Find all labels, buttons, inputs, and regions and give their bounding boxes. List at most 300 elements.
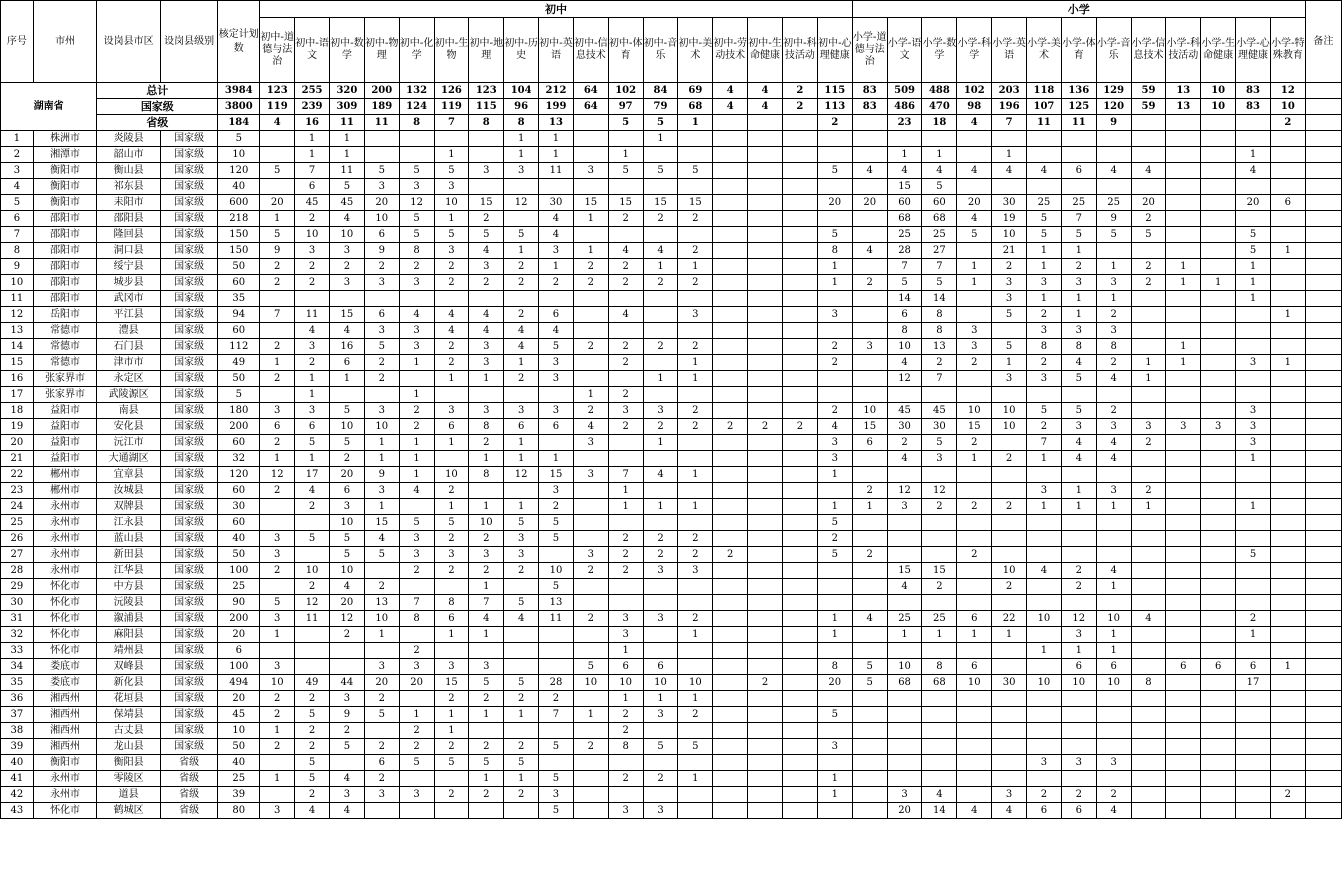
table-row	[1, 419, 1342, 435]
subject-count-cell	[852, 643, 887, 659]
subject-count-cell	[678, 803, 713, 819]
subject-count-cell: 1	[643, 499, 678, 515]
subject-count-cell	[1201, 675, 1236, 691]
subject-count-cell	[678, 131, 713, 147]
subject-count-cell: 2	[434, 275, 469, 291]
subject-count-cell: 4	[643, 243, 678, 259]
subject-count-cell	[748, 499, 783, 515]
subject-count-cell: 8	[817, 659, 852, 675]
subject-count-cell	[887, 467, 922, 483]
subject-count-cell: 5	[329, 547, 364, 563]
subject-count-cell	[992, 707, 1027, 723]
subject-count-cell: 12	[260, 467, 295, 483]
remark-cell	[1305, 147, 1341, 163]
summary-cell: 320	[329, 83, 364, 99]
subject-count-cell: 2	[922, 499, 957, 515]
subject-count-cell	[1270, 275, 1305, 291]
subject-count-cell	[1027, 707, 1062, 723]
subject-count-cell: 3	[1096, 755, 1131, 771]
subject-count-cell	[713, 803, 748, 819]
subject-count-cell	[1166, 227, 1201, 243]
subject-count-cell: 8	[399, 243, 434, 259]
subject-count-cell: 2	[643, 419, 678, 435]
subject-count-cell: 3	[1131, 419, 1166, 435]
subject-count-cell: 2	[1131, 435, 1166, 451]
subject-count-cell: 1	[295, 131, 330, 147]
subject-count-cell	[295, 659, 330, 675]
subject-count-cell: 28	[539, 675, 574, 691]
subject-count-cell	[782, 627, 817, 643]
subject-count-cell	[957, 147, 992, 163]
subject-count-cell: 3	[1201, 419, 1236, 435]
subject-count-cell	[1027, 147, 1062, 163]
row-number: 39	[1, 739, 34, 755]
subject-count-cell: 6	[1270, 195, 1305, 211]
subject-count-cell	[1201, 403, 1236, 419]
row-number: 29	[1, 579, 34, 595]
subject-count-cell: 1	[573, 707, 608, 723]
table-row	[1, 579, 1342, 595]
subject-count-cell: 4	[329, 803, 364, 819]
subject-count-cell	[713, 755, 748, 771]
subject-count-cell: 3	[329, 243, 364, 259]
remark-cell	[1305, 339, 1341, 355]
subject-count-cell	[643, 323, 678, 339]
subject-count-cell	[782, 403, 817, 419]
subject-count-cell	[748, 467, 783, 483]
subject-count-cell: 15	[887, 563, 922, 579]
subject-count-cell	[1270, 179, 1305, 195]
subject-count-cell: 20	[364, 195, 399, 211]
subject-count-cell: 3	[434, 403, 469, 419]
subject-count-cell	[1096, 739, 1131, 755]
subject-count-cell: 15	[573, 195, 608, 211]
subject-count-cell: 45	[295, 195, 330, 211]
subject-count-cell: 3	[504, 163, 539, 179]
subject-count-cell	[1166, 515, 1201, 531]
subject-count-cell: 68	[887, 211, 922, 227]
row-county: 麻阳县	[97, 627, 161, 643]
subject-count-cell: 5	[1061, 403, 1096, 419]
subject-count-cell	[992, 659, 1027, 675]
summary-cell: 2	[782, 99, 817, 115]
subject-count-cell	[1061, 515, 1096, 531]
subject-count-cell	[957, 291, 992, 307]
subject-count-cell	[713, 147, 748, 163]
subject-count-cell	[1166, 147, 1201, 163]
remark-cell	[1305, 355, 1341, 371]
subject-count-cell	[1166, 387, 1201, 403]
subject-count-cell: 1	[469, 451, 504, 467]
subject-count-cell: 2	[957, 435, 992, 451]
subject-count-cell: 17	[1236, 675, 1271, 691]
subject-count-cell	[852, 579, 887, 595]
subject-count-cell: 1	[1166, 355, 1201, 371]
row-quota: 40	[218, 531, 260, 547]
summary-cell	[713, 115, 748, 131]
subject-count-cell	[1236, 643, 1271, 659]
subject-count-cell	[713, 339, 748, 355]
subject-count-cell	[608, 323, 643, 339]
row-level: 国家级	[160, 451, 217, 467]
row-city: 张家界市	[33, 371, 97, 387]
row-county: 蓝山县	[97, 531, 161, 547]
subject-count-cell: 3	[608, 403, 643, 419]
subject-count-cell	[713, 355, 748, 371]
subject-count-cell	[748, 595, 783, 611]
summary-cell: 69	[678, 83, 713, 99]
subject-count-cell: 6	[364, 227, 399, 243]
summary-cell	[1236, 115, 1271, 131]
subject-count-cell: 1	[608, 643, 643, 659]
remark-cell	[1305, 643, 1341, 659]
subject-count-cell: 2	[678, 243, 713, 259]
row-quota: 90	[218, 595, 260, 611]
row-county: 衡阳县	[97, 755, 161, 771]
row-city: 怀化市	[33, 579, 97, 595]
subject-count-cell	[713, 467, 748, 483]
subject-count-cell: 4	[329, 579, 364, 595]
subject-count-cell	[1270, 163, 1305, 179]
subject-count-cell	[852, 627, 887, 643]
subject-count-cell: 1	[1027, 643, 1062, 659]
row-level: 国家级	[160, 515, 217, 531]
subject-count-cell	[887, 547, 922, 563]
summary-cell: 11	[364, 115, 399, 131]
subject-count-cell	[957, 755, 992, 771]
header-primary-subject: 小学-数学	[922, 18, 957, 83]
subject-count-cell: 1	[399, 355, 434, 371]
row-county: 江永县	[97, 515, 161, 531]
subject-count-cell	[678, 595, 713, 611]
subject-count-cell	[504, 659, 539, 675]
subject-count-cell: 4	[399, 307, 434, 323]
row-city: 邵阳市	[33, 259, 97, 275]
table-row	[1, 739, 1342, 755]
subject-count-cell	[1166, 163, 1201, 179]
subject-count-cell: 3	[434, 659, 469, 675]
subject-count-cell: 2	[852, 275, 887, 291]
subject-count-cell	[1096, 531, 1131, 547]
summary-cell: 8	[399, 115, 434, 131]
row-quota: 20	[218, 691, 260, 707]
subject-count-cell	[1270, 547, 1305, 563]
subject-count-cell	[1236, 723, 1271, 739]
row-number: 14	[1, 339, 34, 355]
subject-count-cell: 2	[504, 691, 539, 707]
subject-count-cell: 2	[469, 275, 504, 291]
subject-count-cell: 5	[643, 163, 678, 179]
subject-count-cell: 2	[608, 707, 643, 723]
subject-count-cell	[1270, 611, 1305, 627]
remark-cell	[1305, 467, 1341, 483]
subject-count-cell: 68	[922, 675, 957, 691]
subject-count-cell	[748, 131, 783, 147]
subject-count-cell	[748, 243, 783, 259]
subject-count-cell: 5	[539, 531, 574, 547]
subject-count-cell: 3	[573, 163, 608, 179]
subject-count-cell: 2	[260, 739, 295, 755]
subject-count-cell: 2	[260, 483, 295, 499]
subject-count-cell	[782, 195, 817, 211]
subject-count-cell	[608, 787, 643, 803]
subject-count-cell	[1236, 531, 1271, 547]
subject-count-cell: 2	[469, 563, 504, 579]
subject-count-cell	[992, 531, 1027, 547]
table-row	[1, 515, 1342, 531]
subject-count-cell	[782, 259, 817, 275]
subject-count-cell	[817, 147, 852, 163]
subject-count-cell: 11	[539, 611, 574, 627]
subject-count-cell: 8	[817, 243, 852, 259]
row-number: 1	[1, 131, 34, 147]
subject-count-cell	[748, 307, 783, 323]
subject-count-cell: 7	[887, 259, 922, 275]
subject-count-cell: 8	[399, 611, 434, 627]
subject-count-cell: 2	[329, 627, 364, 643]
subject-count-cell: 11	[295, 307, 330, 323]
subject-count-cell	[1027, 579, 1062, 595]
subject-count-cell: 5	[504, 675, 539, 691]
subject-count-cell: 5	[1061, 227, 1096, 243]
subject-count-cell: 2	[678, 547, 713, 563]
subject-count-cell	[817, 723, 852, 739]
subject-count-cell: 5	[678, 739, 713, 755]
subject-count-cell	[1166, 483, 1201, 499]
subject-count-cell	[748, 643, 783, 659]
row-quota: 200	[218, 419, 260, 435]
subject-count-cell: 3	[678, 563, 713, 579]
subject-count-cell	[713, 243, 748, 259]
subject-count-cell: 10	[329, 419, 364, 435]
subject-count-cell: 1	[1096, 579, 1131, 595]
row-quota: 494	[218, 675, 260, 691]
subject-count-cell: 3	[399, 531, 434, 547]
subject-count-cell: 12	[329, 611, 364, 627]
subject-count-cell: 4	[539, 227, 574, 243]
subject-count-cell	[992, 483, 1027, 499]
subject-count-cell: 3	[434, 547, 469, 563]
subject-count-cell: 2	[817, 355, 852, 371]
subject-count-cell	[1201, 339, 1236, 355]
row-city: 娄底市	[33, 675, 97, 691]
row-county: 平江县	[97, 307, 161, 323]
subject-count-cell: 10	[329, 227, 364, 243]
row-city: 株洲市	[33, 131, 97, 147]
subject-count-cell: 2	[608, 387, 643, 403]
subject-count-cell: 2	[364, 259, 399, 275]
subject-count-cell: 8	[1131, 675, 1166, 691]
row-number: 6	[1, 211, 34, 227]
subject-count-cell	[957, 643, 992, 659]
subject-count-cell	[782, 707, 817, 723]
subject-count-cell: 5	[295, 531, 330, 547]
subject-count-cell: 10	[992, 227, 1027, 243]
summary-cell: 113	[817, 99, 852, 115]
subject-count-cell: 2	[1096, 403, 1131, 419]
row-county: 韶山市	[97, 147, 161, 163]
subject-count-cell	[1270, 403, 1305, 419]
remark-cell	[1305, 243, 1341, 259]
province-label: 湖南省	[1, 83, 97, 131]
subject-count-cell	[748, 195, 783, 211]
subject-count-cell: 1	[1096, 643, 1131, 659]
row-quota: 40	[218, 179, 260, 195]
subject-count-cell	[678, 483, 713, 499]
subject-count-cell: 3	[922, 451, 957, 467]
subject-count-cell	[748, 291, 783, 307]
subject-count-cell	[678, 515, 713, 531]
subject-count-cell: 3	[539, 483, 574, 499]
subject-count-cell	[817, 387, 852, 403]
subject-count-cell: 5	[399, 755, 434, 771]
subject-count-cell	[748, 323, 783, 339]
subject-count-cell	[1236, 307, 1271, 323]
summary-cell: 83	[852, 99, 887, 115]
subject-count-cell	[573, 291, 608, 307]
subject-count-cell: 10	[1061, 675, 1096, 691]
subject-count-cell: 45	[922, 403, 957, 419]
subject-count-cell: 8	[922, 659, 957, 675]
subject-count-cell	[608, 179, 643, 195]
summary-cell: 199	[539, 99, 574, 115]
subject-count-cell	[1027, 723, 1062, 739]
subject-count-cell	[573, 307, 608, 323]
subject-count-cell: 1	[817, 771, 852, 787]
row-number: 3	[1, 163, 34, 179]
subject-count-cell: 5	[852, 659, 887, 675]
subject-count-cell	[1201, 707, 1236, 723]
subject-count-cell	[573, 499, 608, 515]
subject-count-cell	[782, 659, 817, 675]
table-row	[1, 179, 1342, 195]
subject-count-cell	[852, 691, 887, 707]
subject-count-cell	[922, 723, 957, 739]
subject-count-cell: 10	[573, 675, 608, 691]
subject-count-cell: 4	[887, 163, 922, 179]
subject-count-cell: 2	[329, 723, 364, 739]
subject-count-cell: 20	[1236, 195, 1271, 211]
subject-count-cell	[782, 643, 817, 659]
subject-count-cell: 1	[1166, 259, 1201, 275]
subject-count-cell: 3	[992, 371, 1027, 387]
subject-count-cell	[608, 579, 643, 595]
subject-count-cell	[713, 531, 748, 547]
subject-count-cell: 2	[295, 579, 330, 595]
subject-count-cell: 1	[434, 147, 469, 163]
subject-count-cell	[643, 227, 678, 243]
subject-count-cell: 3	[643, 611, 678, 627]
subject-count-cell	[434, 643, 469, 659]
subject-count-cell: 3	[992, 787, 1027, 803]
subject-count-cell: 2	[643, 771, 678, 787]
subject-count-cell: 1	[1201, 275, 1236, 291]
subject-count-cell	[1270, 643, 1305, 659]
subject-count-cell	[504, 723, 539, 739]
row-quota: 25	[218, 579, 260, 595]
subject-count-cell: 3	[1236, 419, 1271, 435]
subject-count-cell: 3	[539, 787, 574, 803]
summary-cell	[748, 115, 783, 131]
summary-cell: 83	[1236, 83, 1271, 99]
subject-count-cell: 17	[295, 467, 330, 483]
subject-count-cell: 2	[573, 739, 608, 755]
subject-count-cell	[1061, 739, 1096, 755]
subject-count-cell: 2	[852, 547, 887, 563]
row-quota: 100	[218, 659, 260, 675]
subject-count-cell: 3	[399, 275, 434, 291]
subject-count-cell: 5	[260, 163, 295, 179]
subject-count-cell: 4	[1096, 563, 1131, 579]
subject-count-cell: 10	[434, 467, 469, 483]
subject-count-cell: 10	[1027, 611, 1062, 627]
subject-count-cell	[504, 387, 539, 403]
subject-count-cell: 3	[329, 691, 364, 707]
subject-count-cell	[1201, 771, 1236, 787]
subject-count-cell	[643, 627, 678, 643]
subject-count-cell	[260, 323, 295, 339]
row-quota: 150	[218, 227, 260, 243]
subject-count-cell: 2	[608, 339, 643, 355]
row-county: 洞口县	[97, 243, 161, 259]
subject-count-cell	[1061, 387, 1096, 403]
subject-count-cell: 9	[364, 243, 399, 259]
subject-count-cell	[1236, 563, 1271, 579]
subject-count-cell: 2	[678, 611, 713, 627]
subject-count-cell: 1	[260, 211, 295, 227]
subject-count-cell	[887, 723, 922, 739]
subject-count-cell	[782, 179, 817, 195]
subject-count-cell: 30	[992, 195, 1027, 211]
subject-count-cell: 4	[922, 787, 957, 803]
subject-count-cell	[643, 307, 678, 323]
subject-count-cell: 2	[434, 563, 469, 579]
subject-count-cell	[817, 579, 852, 595]
header-junior-subject: 初中-英语	[539, 18, 574, 83]
subject-count-cell: 2	[504, 371, 539, 387]
subject-count-cell: 3	[399, 339, 434, 355]
summary-quota: 3984	[218, 83, 260, 99]
subject-count-cell: 15	[434, 675, 469, 691]
summary-cell: 5	[608, 115, 643, 131]
remark-cell	[1305, 323, 1341, 339]
subject-count-cell	[399, 803, 434, 819]
subject-count-cell	[1131, 179, 1166, 195]
row-quota: 60	[218, 483, 260, 499]
row-quota: 40	[218, 755, 260, 771]
subject-count-cell	[1270, 739, 1305, 755]
subject-count-cell: 14	[922, 291, 957, 307]
subject-count-cell: 1	[643, 131, 678, 147]
subject-count-cell	[1166, 323, 1201, 339]
subject-count-cell: 2	[434, 691, 469, 707]
subject-count-cell	[782, 371, 817, 387]
subject-count-cell: 25	[1096, 195, 1131, 211]
summary-cell: 119	[260, 99, 295, 115]
subject-count-cell	[643, 291, 678, 307]
subject-count-cell: 2	[852, 483, 887, 499]
subject-count-cell: 6	[364, 755, 399, 771]
subject-count-cell: 6	[260, 419, 295, 435]
subject-count-cell	[852, 531, 887, 547]
subject-count-cell: 6	[957, 611, 992, 627]
subject-count-cell	[1236, 339, 1271, 355]
subject-count-cell	[1166, 307, 1201, 323]
subject-count-cell: 10	[992, 419, 1027, 435]
remark-cell	[1305, 387, 1341, 403]
subject-count-cell: 5	[329, 531, 364, 547]
subject-count-cell	[1166, 787, 1201, 803]
